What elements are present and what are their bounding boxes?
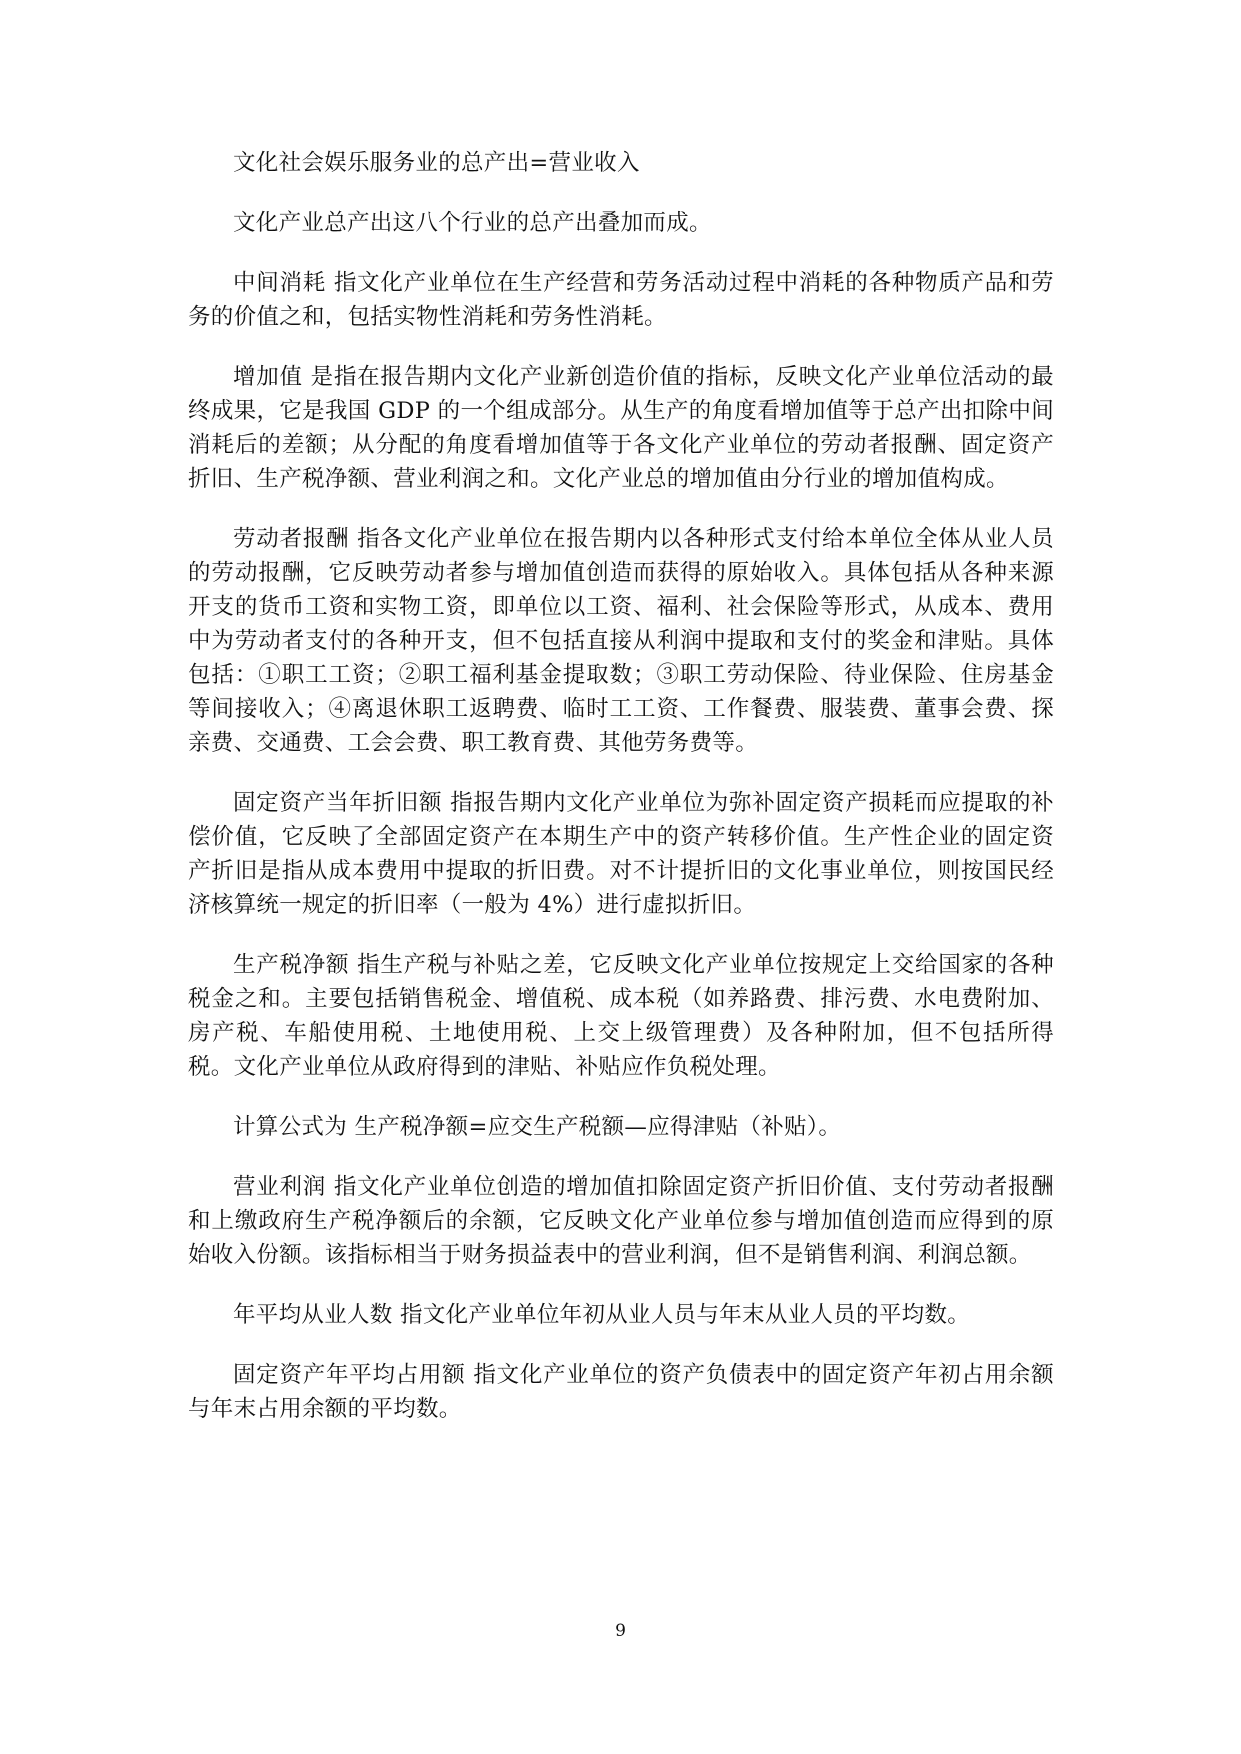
paragraph-total-output-entertainment: 文化社会娱乐服务业的总产出=营业收入 <box>233 150 640 176</box>
paragraph-labor-compensation: 劳动者报酬 指各文化产业单位在报告期内以各种形式支付给本单位全体从业人员的劳动报酬，它反映劳动者参与增加值创造而获得的原始收入。具体包括从各种来源开支的货币工资和实物工资，即单位以工资、福利、社会保险等形式，从成本、费用中为劳动者支付的各种开支，但不包括直接从利润中提取和支付的奖金和津贴。具体包括：①职工工资；②职工福利基金提取数；③职工劳动保险、待业保险、住房基金等间接收入；④离退休职工返聘费、临时工工资、工作餐费、服装费、董事会费、探亲费、交通费、工会会费、职工教育费、其他劳务费等。 <box>188 526 1054 756</box>
body-text <box>188 146 1054 1452</box>
paragraph-total-output-industry: 文化产业总产出这八个行业的总产出叠加而成。 <box>233 210 712 236</box>
paragraph-net-production-tax: 生产税净额 指生产税与补贴之差，它反映文化产业单位按规定上交给国家的各种税金之和。主要包括销售税金、增值税、成本税（如养路费、排污费、水电费附加、房产税、车船使用税、土地使用税、上交上级管理费）及各种附加，但不包括所得税。文化产业单位从政府得到的津贴、补贴应作负税处理。 <box>188 952 1054 1080</box>
paragraph-operating-profit: 营业利润 指文化产业单位创造的增加值扣除固定资产折旧价值、支付劳动者报酬和上缴政府生产税净额后的余额，它反映文化产业单位参与增加值创造而应得到的原始收入份额。该指标相当于财务损益表中的营业利润，但不是销售利润、利润总额。 <box>188 1174 1054 1268</box>
page-number: 9 <box>615 1621 626 1641</box>
paragraph-fixed-asset-depreciation: 固定资产当年折旧额 指报告期内文化产业单位为弥补固定资产损耗而应提取的补偿价值，它反映了全部固定资产在本期生产中的资产转移价值。生产性企业的固定资产折旧是指从成本费用中提取的折旧费。对不计提折旧的文化事业单位，则按国民经济核算统一规定的折旧率（一般为 4%）进行虚拟折旧。 <box>188 790 1054 918</box>
paragraph-intermediate-consumption: 中间消耗 指文化产业单位在生产经营和劳务活动过程中消耗的各种物质产品和劳务的价值之和，包括实物性消耗和劳务性消耗。 <box>188 270 1054 330</box>
paragraph-average-fixed-assets: 固定资产年平均占用额 指文化产业单位的资产负债表中的固定资产年初占用余额与年末占用余额的平均数。 <box>188 1362 1054 1422</box>
paragraph-average-employees: 年平均从业人数 指文化产业单位年初从业人员与年末从业人员的平均数。 <box>233 1302 971 1328</box>
paragraph-value-added: 增加值 是指在报告期内文化产业新创造价值的指标，反映文化产业单位活动的最终成果，它是我国 GDP 的一个组成部分。从生产的角度看增加值等于总产出扣除中间消耗后的差额；从分配的角度看增加值等于各文化产业单位的劳动者报酬、固定资产折旧、生产税净额、营业利润之和。文化产业总的增加值由分行业的增加值构成。 <box>188 364 1054 492</box>
paragraph-formula: 计算公式为 生产税净额=应交生产税额—应得津贴（补贴）。 <box>233 1114 842 1140</box>
